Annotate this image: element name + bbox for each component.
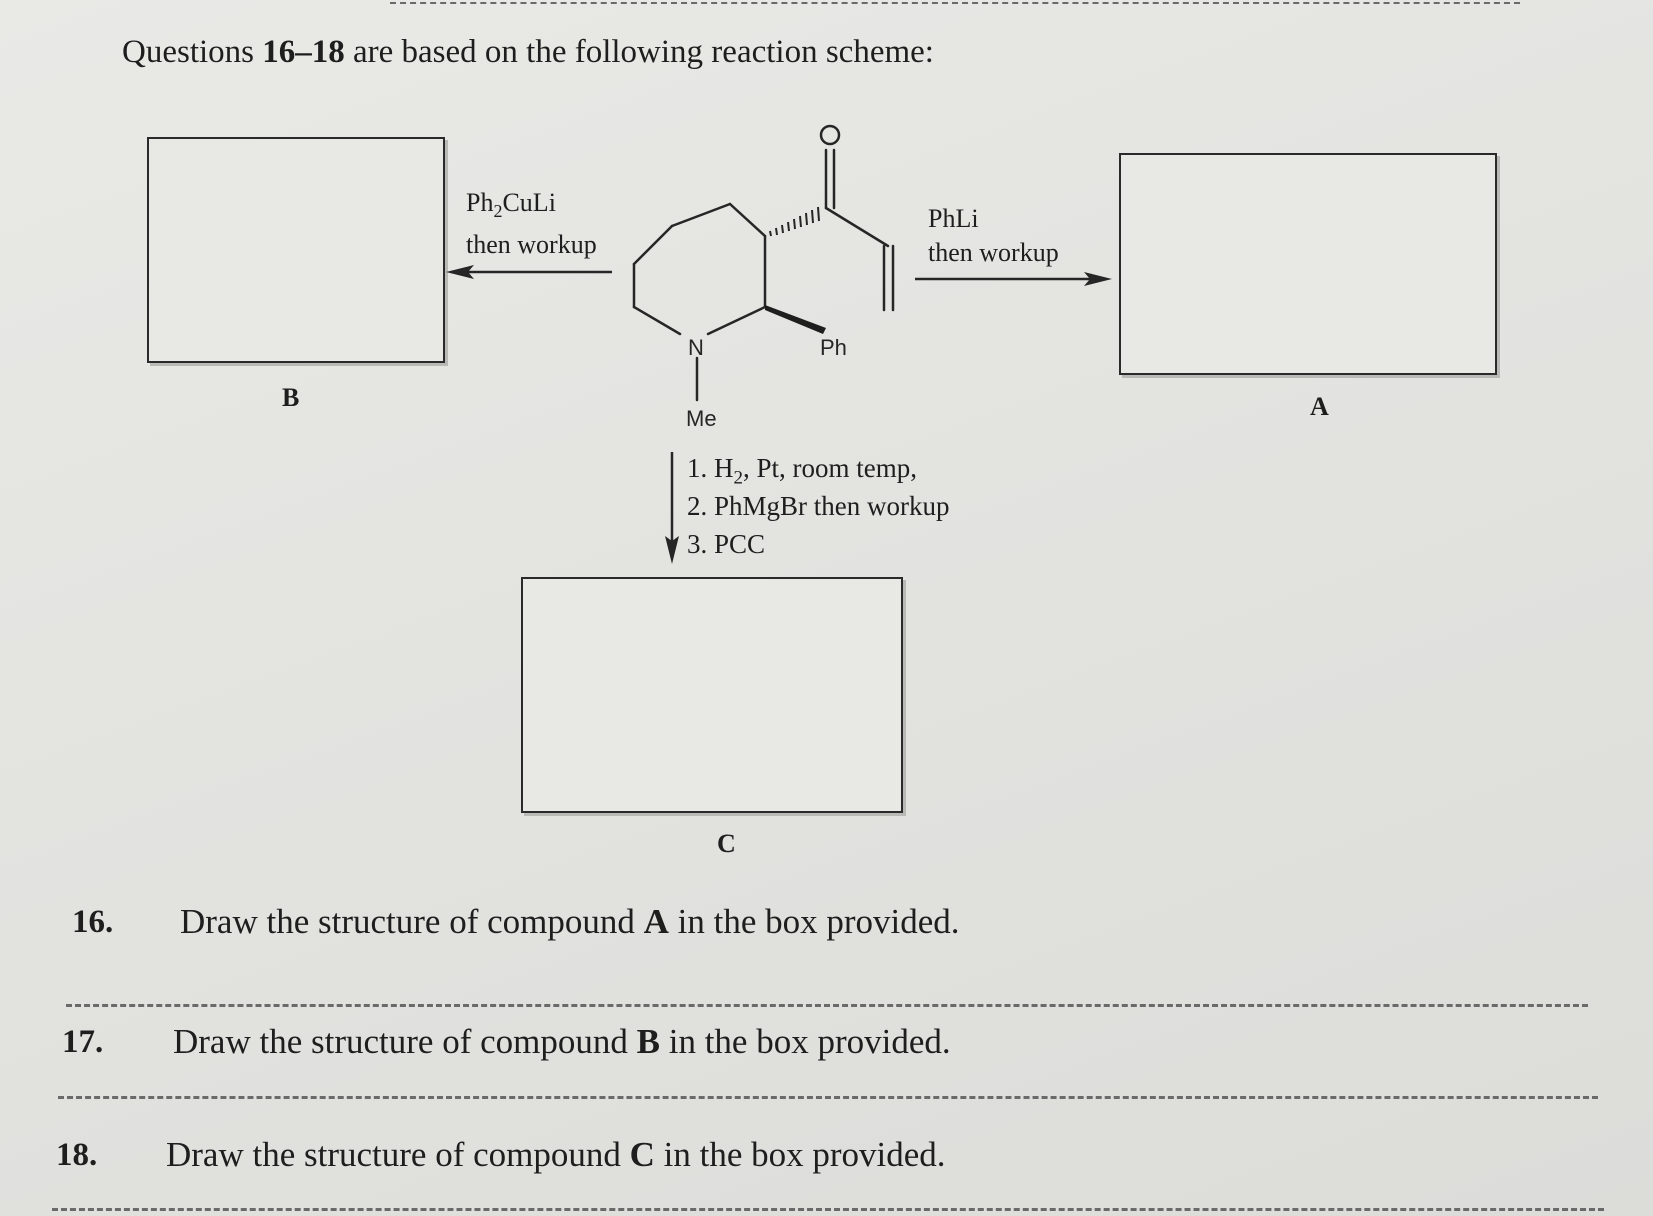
q16-post: in the box provided. <box>668 902 960 941</box>
atom-label-n: N <box>688 335 704 360</box>
box-label-b: B <box>282 383 300 412</box>
intro-range: 16–18 <box>262 34 345 70</box>
wedge-bond-ph <box>765 305 826 334</box>
box-label-c: C <box>717 829 736 858</box>
q16-pre: Draw the structure of compound <box>180 902 644 941</box>
reagent-left-line2: then workup <box>466 230 597 260</box>
q18-post: in the box provided. <box>654 1135 946 1174</box>
piperidine-ring <box>634 204 765 400</box>
question-17-number: 17. <box>62 1024 104 1060</box>
carbonyl-oxygen-ring <box>821 126 839 144</box>
q18-pre: Draw the structure of compound <box>166 1135 630 1174</box>
q17-compound: B <box>636 1022 660 1061</box>
reagent-left-ph: Ph <box>466 188 494 217</box>
step1-sub: 2 <box>733 467 743 489</box>
q17-pre: Draw the structure of compound <box>173 1022 637 1061</box>
reagent-right-line2: then workup <box>928 238 1059 267</box>
group-label-ph: Ph <box>820 335 847 360</box>
divider-after-18 <box>52 1208 1604 1211</box>
divider-after-17 <box>58 1096 1598 1099</box>
reagent-right-line1: PhLi <box>928 204 979 233</box>
intro-pre: Questions <box>122 34 263 70</box>
reagent-down-step3: 3. PCC <box>687 529 766 559</box>
reagent-left-sub: 2 <box>493 201 503 222</box>
question-18-number: 18. <box>56 1137 98 1173</box>
enone-side-chain <box>826 150 893 310</box>
arrow-right <box>915 272 1112 286</box>
question-16-number: 16. <box>72 904 114 940</box>
question-18-text <box>166 1135 946 1175</box>
atom-label-o: O <box>830 128 831 129</box>
intro-post: are based on the following reaction scheme: <box>344 34 934 70</box>
group-label-me: Me <box>686 406 717 431</box>
box-label-a: A <box>1310 392 1329 421</box>
step1-pre: 1. H <box>687 453 734 483</box>
divider-after-16 <box>66 1004 1588 1007</box>
step1-post: , Pt, room temp, <box>743 453 917 483</box>
q16-compound: A <box>643 902 669 941</box>
arrow-left <box>446 265 612 279</box>
q17-post: in the box provided. <box>659 1022 951 1061</box>
reagent-down-step2: 2. PhMgBr then workup <box>687 491 950 521</box>
reagent-left-culi: CuLi <box>502 188 556 217</box>
question-16-text <box>180 902 960 942</box>
arrow-down <box>665 452 679 564</box>
q18-compound: C <box>629 1135 655 1174</box>
hashed-wedge-bond <box>770 207 819 236</box>
question-17-text <box>173 1022 951 1062</box>
